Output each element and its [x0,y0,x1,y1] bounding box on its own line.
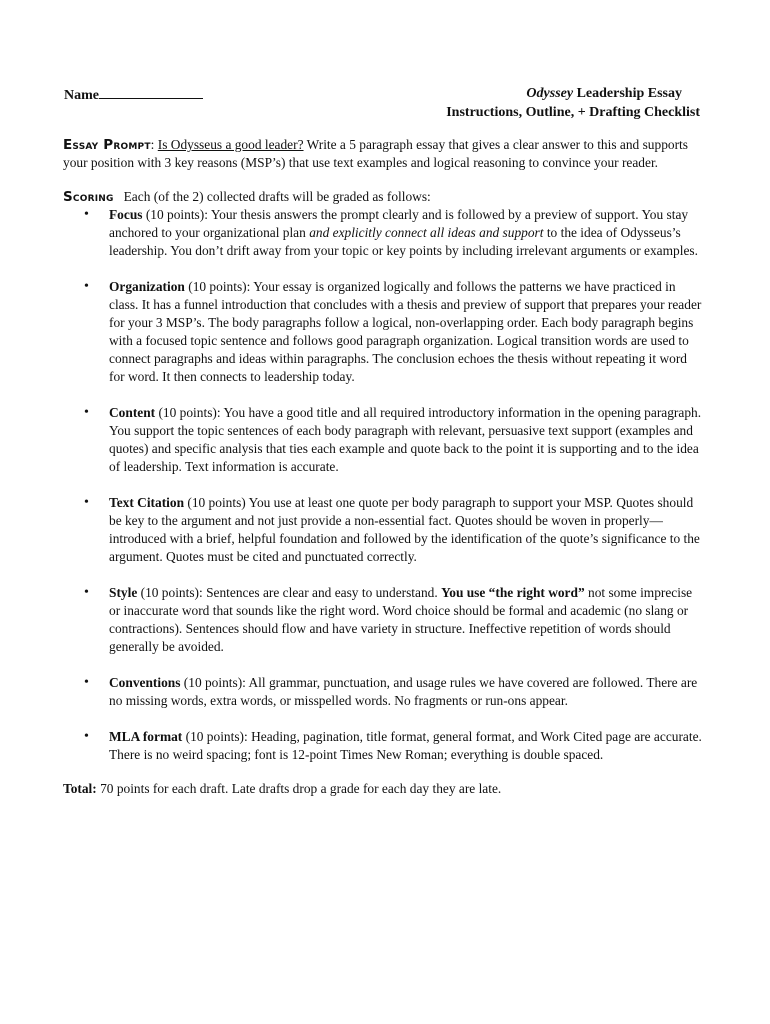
criterion-name: Organization [109,279,185,294]
criterion-content [63,404,703,476]
criterion-conventions [63,674,703,710]
criterion-organization [63,278,703,386]
total-label: Total: [63,781,97,796]
criterion-focus [63,206,703,260]
scoring-label: Scoring [63,189,114,205]
criterion-name: Conventions [109,675,181,690]
criterion-text: not some imprecise or inaccurate word that sounds like the right word. Word choice should be formal and academic (no slang or contractions). Sentences should flow and have variety in structure. Ineffective repetition of words should generally be avoided. [109,585,693,654]
document-title [446,84,700,122]
prompt-text: Write a 5 paragraph essay that gives a clear answer to this and supports your position with 3 key reasons (MSP’s) that use text examples and logical reasoning to convince your reader. [63,137,688,170]
criterion-text: to the idea of Odysseus’s leadership. You don’t drift away from your topic or key points by including irrelevant arguments or examples. [109,225,698,258]
criterion-name: MLA format [109,729,183,744]
criterion-points: (10 points): [184,279,254,294]
criterion-points: (10 points): [155,405,224,420]
criterion-text-citation [63,494,703,566]
criterion-name: Content [109,405,156,420]
name-label: Name [64,88,99,103]
total-text: 70 points for each draft. Late drafts drop a grade for each day they are late. [96,781,502,796]
prompt-question: Is Odysseus a good leader? [157,137,304,152]
criterion-name: Style [109,585,138,600]
title-rest: Leadership Essay [573,86,682,101]
prompt-colon: : [150,137,158,152]
criterion-style [63,584,703,656]
criterion-points: (10 points): [137,585,207,600]
criterion-text-bold: You use “the right word” [441,585,585,600]
criterion-mla-format [63,728,703,764]
criterion-name: Focus [109,207,143,222]
title-italic: Odyssey [526,86,574,101]
criterion-points: (10 points): [182,729,252,744]
document-body [63,136,703,798]
name-blank-line [99,84,203,99]
criterion-text: You have a good title and all required introductory information in the opening paragraph. You support the topic sentences of each body paragraph with relevant, persuasive text support (examples and quotes) and specific analysis that ties each example and quote back to the point it is supporting and to the idea of leadership. Text information is accurate. [109,405,702,474]
criterion-name: Text Citation [109,495,185,510]
criterion-text: Your thesis answers the prompt clearly and is followed by a preview of support. You stay anchored to your organizational plan [109,207,689,240]
essay-prompt [63,136,703,172]
total-line [63,780,703,798]
criterion-text: You use at least one quote per body paragraph to support your MSP. Quotes should be key to the argument and not just provide a non-essential fact. Quotes should be woven in properly—introduced with a brief, helpful foundation and followed by the identification of the quote’s significance to the argument. Quotes must be cited and punctuated correctly. [109,495,700,564]
criterion-text: All grammar, punctuation, and usage rules we have covered are followed. There are no missing words, extra words, or misspelled words. No fragments or run-ons appear. [109,675,698,708]
criterion-points: (10 points) [184,495,249,510]
scoring-criteria-list [63,206,703,764]
subtitle-line: Instructions, Outline, + Drafting Checklist [446,105,700,120]
name-field [64,84,203,105]
criterion-text: Your essay is organized logically and follows the patterns we have practiced in class. It has a funnel introduction that concludes with a thesis and preview of support that prepares your reader for your 3 MSP’s. The body paragraphs follow a logical, non-overlapping order. Each body paragraph begins with a focused topic sentence and follows good paragraph organization. Logical transition words are used to connect paragraphs and ideas within paragraphs. The conclusion echoes the thesis without repeating it word for word. It then connects to leadership today. [109,279,702,384]
criterion-text-italic: and explicitly connect all ideas and support [309,225,544,240]
scoring-intro: Each (of the 2) collected drafts will be graded as follows: [123,189,431,204]
criterion-text: Sentences are clear and easy to understand. [206,585,442,600]
criterion-points: (10 points): [180,675,249,690]
prompt-label: Essay Prompt [63,137,151,153]
scoring-heading [63,188,703,206]
criterion-text: Heading, pagination, title format, general format, and Work Cited page are accurate. There is no weird spacing; font is 12-point Times New Roman; everything is double spaced. [109,729,702,762]
criterion-points: (10 points): [142,207,211,222]
document-header [64,84,700,124]
title-line [446,84,700,103]
